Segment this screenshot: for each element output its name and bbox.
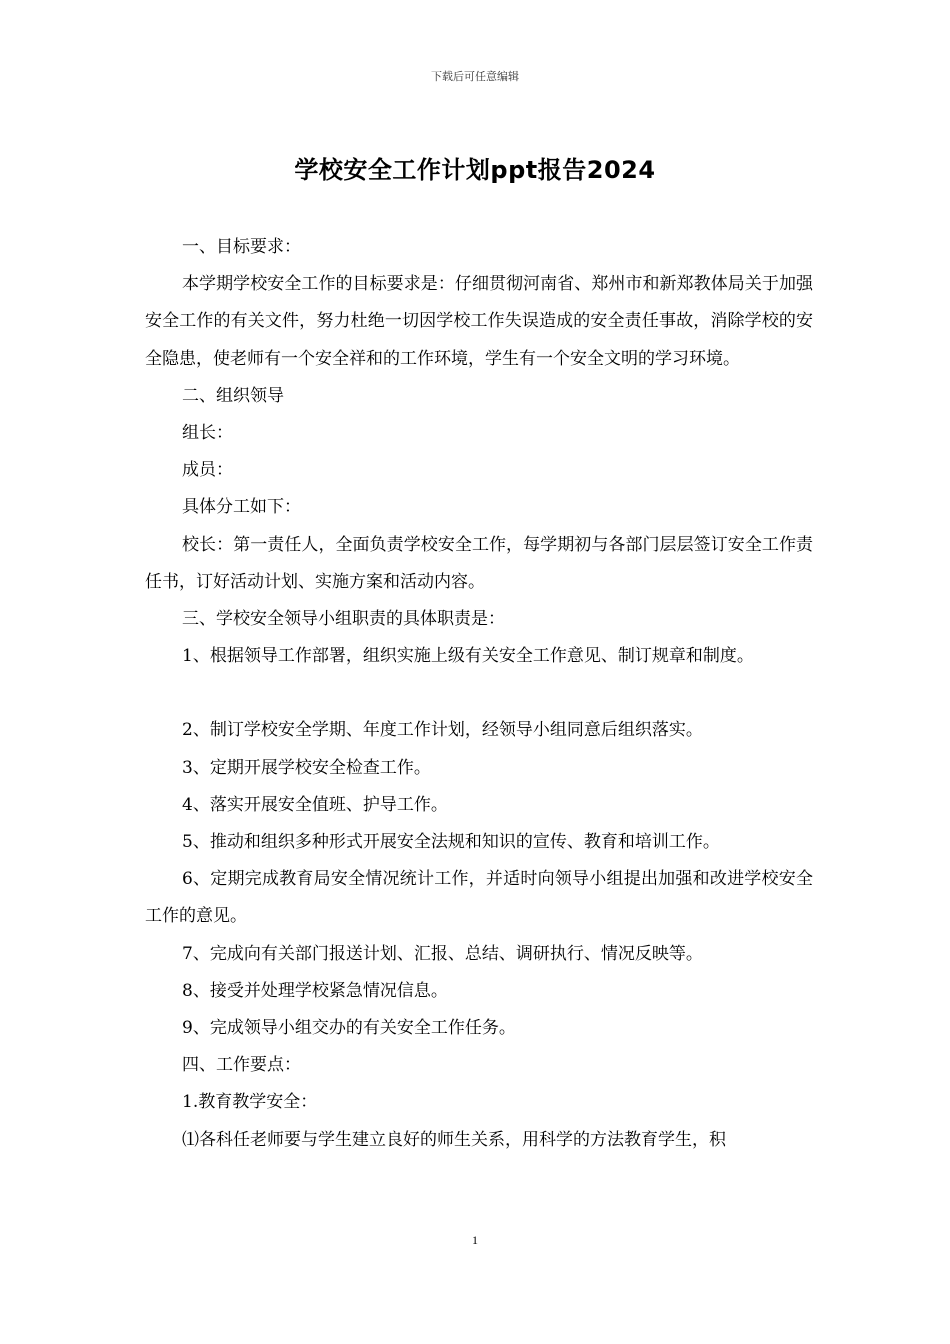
list-item: 2、制订学校安全学期、年度工作计划，经领导小组同意后组织落实。: [182, 720, 703, 741]
document-title: 学校安全工作计划ppt报告2024: [294, 156, 656, 184]
list-item: 6、定期完成教育局安全情况统计工作，并适时向领导小组提出加强和改进学校安全工作的意见。: [145, 869, 813, 927]
section-heading: 二、组织领导: [182, 385, 284, 406]
list-item: 7、完成向有关部门报送计划、汇报、总结、调研执行、情况反映等。: [182, 943, 703, 964]
paragraph: 成员：: [182, 460, 233, 481]
list-item: 9、完成领导小组交办的有关安全工作任务。: [182, 1018, 516, 1039]
paragraph: 具体分工如下：: [182, 497, 301, 518]
list-item: 5、推动和组织多种形式开展安全法规和知识的宣传、教育和培训工作。: [182, 832, 720, 853]
paragraph: 本学期学校安全工作的目标要求是：仔细贯彻河南省、郑州市和新郑教体局关于加强安全工作的有关文件，努力杜绝一切因学校工作失误造成的安全责任事故，消除学校的安全隐患，使老师有一个安全祥和的工作环境，学生有一个安全文明的学习环境。: [145, 274, 813, 369]
section-heading: 三、学校安全领导小组职责的具体职责是：: [182, 609, 505, 630]
paragraph: ⑴各科任老师要与学生建立良好的师生关系，用科学的方法教育学生，积: [182, 1129, 726, 1150]
subsection-heading: 1.教育教学安全：: [182, 1092, 318, 1113]
page-number: 1: [472, 1233, 478, 1247]
list-item: 8、接受并处理学校紧急情况信息。: [182, 980, 448, 1001]
section-heading: 四、工作要点：: [182, 1055, 301, 1076]
paragraph: 校长：第一责任人，全面负责学校安全工作，每学期初与各部门层层签订安全工作责任书，订好活动计划、实施方案和活动内容。: [145, 534, 813, 592]
list-item: 4、落实开展安全值班、护导工作。: [182, 794, 448, 815]
list-item: 1、根据领导工作部署，组织实施上级有关安全工作意见、制订规章和制度。: [182, 646, 754, 667]
document-body: [145, 229, 813, 1159]
page-header: 下载后可任意编辑: [431, 70, 519, 83]
paragraph: 组长：: [182, 423, 233, 444]
list-item: 3、定期开展学校安全检查工作。: [182, 757, 431, 778]
section-heading: 一、目标要求：: [182, 237, 301, 257]
